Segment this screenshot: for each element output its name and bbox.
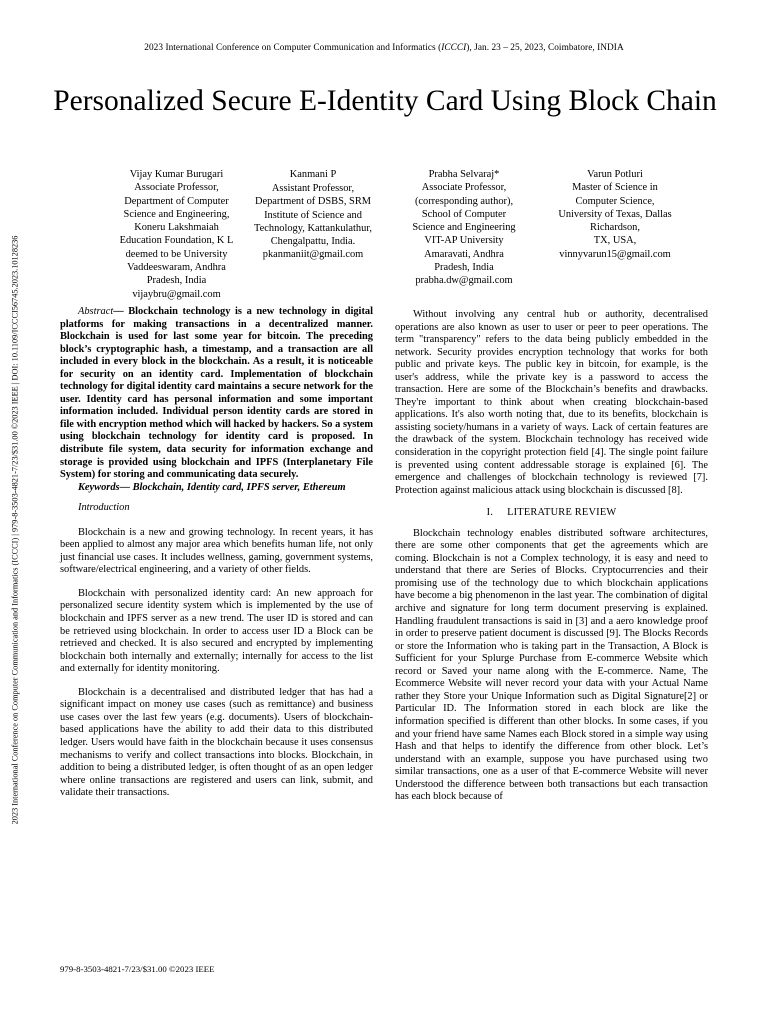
author-email: prabha.dw@gmail.com [415, 275, 513, 287]
keywords-label: Keywords— [78, 481, 130, 493]
intro-paragraph: Blockchain with personalized identity card: An new approach for personalized secure identity system which is implemented by the use of blockchain and IPFS server as a new trend. The user ID is stored and can be retrieved using blockchain. In order to access user ID a Block can be retrieved and checked. It is also secured and encrypted by implementing blockchain both internally and externally; internally for access to the list and externally for identity monitoring. [60, 587, 373, 675]
author-block-4 [530, 168, 700, 261]
conference-header [0, 43, 768, 53]
section-number: I. [486, 507, 494, 519]
author-email: vinnyvarun15@gmail.com [559, 248, 671, 260]
author-block-2 [238, 168, 388, 262]
left-column [60, 306, 373, 800]
doi-sidebar [10, 160, 20, 900]
right-column [395, 309, 708, 804]
paper-title: Personalized Secure E-Identity Card Using Block Chain [53, 85, 717, 117]
intro-paragraph: Blockchain is a new and growing technology. In recent years, it has been applied to almost any major area which benefits human life, not only just financial use cases. It includes wellness, gaming, government systems, software/electrical engineering, and a variety of other fields. [60, 526, 373, 576]
copyright-footer: 979-8-3503-4821-7/23/$31.00 ©2023 IEEE [60, 964, 215, 974]
author-name: Varun Potluri [587, 169, 643, 180]
author-details: Associate Professor, Department of Computer Science and Engineering, Koneru Lakshmaiah Education Foundation, K L deemed to be University Vaddeeswaram, Andhra Pradesh, India [119, 182, 234, 287]
abstract-label: Abstract [78, 306, 114, 317]
section-title: LITERATURE REVIEW [507, 507, 617, 519]
abstract [60, 306, 373, 482]
conference-abbr: ICCCI [441, 43, 467, 53]
doi-sidebar-text: 2023 International Conference on Computer Communication and Informatics (ICCCI) | 979-8-3503-4821-7/23/$31.00 ©2023 IEEE | DOI: 10.1109/ICCCI56745.2023.10128236 [10, 235, 20, 825]
author-name: Vijay Kumar Burugari [129, 169, 224, 180]
introduction-heading: Introduction [78, 502, 130, 514]
keywords-text: Blockchain, Identity card, IPFS server, Ethereum [129, 481, 346, 493]
author-details: Assistant Professor, Department of DSBS, SRM Institute of Science and Technology, Kattankulathur, Chengalpattu, India. [254, 182, 372, 248]
body-paragraph: Without involving any central hub or authority, decentralised operations are also known as user to user or peer to peer operations. The term "transparency" refers to the data being publicly embedded in the network. Security provides encryption technology that works for both public and private keys. The public key in bitcoin, for example, is the user's address, while the private key is a password to access the transaction. Here are some of the Blockchain’s benefits and drawbacks. They're important to think about when creating blockchain-based applications. It's also worth noting that, due to its benefits, blockchain is assisting society/humans in a variety of ways. Lack of certain features are the drawback of the system. Blockchain technology has received wide consideration in the copyright protection field [4]. The single point failure is prevented using content addressable storage is explained [6]. The emergence and challenges of blockchain technology is reviewed [7]. Protection against malicious attack using blockchain is discussed [8]. [395, 309, 708, 496]
author-details: Associate Professor, (corresponding author), School of Computer Science and Engineering VIT-AP University Amaravati, Andhra Pradesh, India [412, 182, 516, 274]
author-name: Prabha Selvaraj* [428, 169, 500, 180]
abstract-text: Blockchain technology is a new technology in digital platforms for making transactions in a decentralized manner. Blockchain is used for last some year for bitcoin. The preceding block’s cryptographic hash, a timestamp, and a transaction are all included in every block in the blockchain. As a result, it is noticeable for security on an identity card. Implementation of blockchain technology for digital identity card maintains a secure network for the user. Identity card has personal information and some important information included. Individual person identity cards are stored in file with encryption method which will hacked by hackers. So a system using blockchain technology for identity card is proposed. In distribute file system, data security for information exchange and storage is provided using blockchain and IPFS (Interplanetary File System) for storing and communicating data securely. [60, 306, 373, 481]
intro-paragraph: Blockchain is a decentralised and distributed ledger that has had a significant impact on money use cases (such as remittance) and business use cases over the last few years (e.g. documents). Users of blockchain-based applications have the ability to add their data to this distributed ledger. Users would have faith in the blockchain because it uses consensus mechanisms to verify and collect transactions into blocks. Blockchain, in addition to being a distributed ledger, is often thought of as an open ledger where online transactions are registered and users can link, submit, and validate their transactions. [60, 686, 373, 799]
author-block-3 [390, 168, 538, 288]
section-heading [395, 507, 708, 520]
author-block-1 [94, 168, 259, 301]
author-email: pkanmaniit@gmail.com [262, 249, 364, 261]
author-email: vijaybru@gmail.com [132, 288, 221, 300]
author-details: Master of Science in Computer Science, University of Texas, Dallas Richardson, TX, USA, [558, 182, 672, 247]
conference-header-post: ), Jan. 23 – 25, 2023, Coimbatore, INDIA [466, 43, 624, 53]
keywords [60, 482, 373, 495]
author-name: Kanmani P [289, 169, 337, 180]
abstract-dash: — [113, 306, 129, 317]
conference-header-pre: 2023 International Conference on Computer Communication and Informatics ( [144, 43, 442, 53]
body-paragraph: Blockchain technology enables distributed software architectures, there are some other components that get the agreements which are coming. Blockchain is not a Complex technology, it is easy and need to understand that there are Series of Blocks. Cryptocurrencies and their promising use of the technology due to which blockchain applications have become a big phenomenon in the last year. The combination of digital archive and signature for long term document preserving is explained. Handling fraudulent transactions is said in [3] and a aero knowledge proof in order to preserve patient document is discussed [9]. The Blocks Records or store the Information who is taking part in the Transaction, A Block is Sufficient for your Splurge Purchase from E-commerce Website which record or Saved your name along with the E-commerce. Name, The Ecommerce Website will never record your data with your Actual Name rather they Store your Unique Information such as Digital Signature[2] or Particular ID. The Information stored in each block are like the information specified is different than other blocks. In some cases, if you and your friend have same Names each Block stored in a simple way using Hash and that helps to identify the difference from other block. Let’s understand with an example, suppose you have purchased using two similar transactions, one as a user of that E-commerce Website will never Understood the difference between both transactions but each transaction has each block because of [395, 527, 708, 803]
